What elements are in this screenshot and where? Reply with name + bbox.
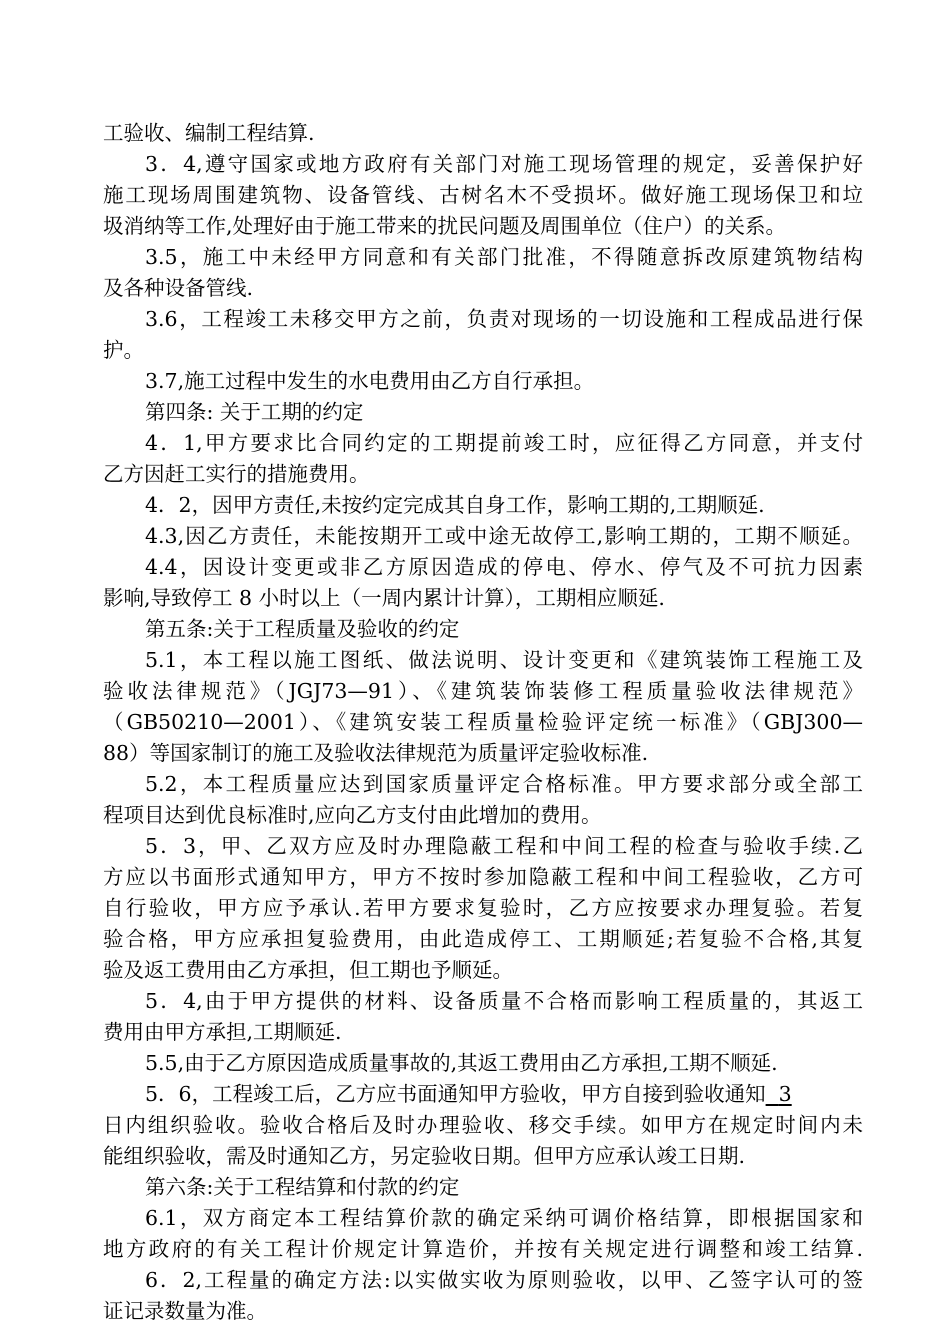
text-line: 4.3,因乙方责任，未能按期开工或中途无故停工,影响工期的，工期不顺延。 [145, 524, 863, 548]
text-line: 日内组织验收。验收合格后及时办理验收、移交手续。如甲方在规定时间内未 [103, 1113, 863, 1137]
text-line: 6.1，双方商定本工程结算价款的确定采纳可调价格结算，即根据国家和 [145, 1206, 863, 1230]
text-line: 6．2,工程量的确定方法:以实做实收为原则验收，以甲、乙签字认可的签 [145, 1268, 863, 1292]
text-line: 3.6，工程竣工未移交甲方之前，负责对现场的一切设施和工程成品进行保 [145, 307, 863, 331]
text-line: 验合格，甲方应承担复验费用，由此造成停工、工期顺延;若复验不合格,其复 [103, 927, 863, 951]
fill-in-days [766, 1082, 792, 1106]
text-line: 3．4,遵守国家或地方政府有关部门对施工现场管理的规定，妥善保护好 [145, 152, 863, 176]
text-segment: 5．6，工程竣工后，乙方应书面通知甲方验收，甲方自接到验收通知 [145, 1082, 766, 1106]
text-line: 5．4,由于甲方提供的材料、设备质量不合格而影响工程质量的，其返工 [145, 989, 863, 1013]
text-line: 护。 [103, 338, 144, 362]
text-line: 乙方因赶工实行的措施费用。 [103, 462, 370, 486]
text-line: 费用由甲方承担,工期顺延. [103, 1020, 342, 1044]
fill-in-days-value: 3 [778, 1082, 792, 1106]
text-line: 4．2，因甲方责任,未按约定完成其自身工作，影响工期的,工期顺延. [145, 493, 765, 517]
text-line: 地方政府的有关工程计价规定计算造价，并按有关规定进行调整和竣工结算. [103, 1237, 863, 1261]
text-line: 3.5，施工中未经甲方同意和有关部门批准，不得随意拆改原建筑物结构 [145, 245, 863, 269]
text-line: 验及返工费用由乙方承担，但工期也予顺延。 [103, 958, 513, 982]
text-line: 圾消纳等工作,处理好由于施工带来的扰民问题及周围单位（住户）的关系。 [103, 214, 787, 238]
text-line: 验收法律规范》（JGJ73—91）、《建筑装饰装修工程质量验收法律规范》 [103, 679, 863, 703]
text-line: 4．1,甲方要求比合同约定的工期提前竣工时，应征得乙方同意，并支付 [145, 431, 863, 455]
text-line [145, 1079, 863, 1109]
text-line: 及各种设备管线. [103, 276, 254, 300]
text-line: 工验收、编制工程结算. [103, 121, 315, 145]
text-line: 自行验收，甲方应予承认.若甲方要求复验时，乙方应按要求办理复验。若复 [103, 896, 863, 920]
text-line: 5．3，甲、乙双方应及时办理隐蔽工程和中间工程的检查与验收手续.乙 [145, 834, 863, 858]
text-line: 88）等国家制订的施工及验收法律规范为质量评定验收标准. [103, 741, 649, 765]
text-line: 方应以书面形式通知甲方，甲方不按时参加隐蔽工程和中间工程验收，乙方可 [103, 865, 863, 889]
text-line: 能组织验收，需及时通知乙方，另定验收日期。但甲方应承认竣工日期. [103, 1144, 746, 1168]
text-line: （GB50210—2001）、《建筑安装工程质量检验评定统一标准》（GBJ300— [103, 710, 863, 734]
text-line: 5.2，本工程质量应达到国家质量评定合格标准。甲方要求部分或全部工 [145, 772, 863, 796]
text-line: 3.7,施工过程中发生的水电费用由乙方自行承担。 [145, 369, 595, 393]
section-heading: 第六条:关于工程结算和付款的约定 [145, 1175, 460, 1199]
text-line: 5.1，本工程以施工图纸、做法说明、设计变更和《建筑装饰工程施工及 [145, 648, 863, 672]
text-line: 影响,导致停工 8 小时以上（一周内累计计算），工期相应顺延. [103, 586, 665, 610]
text-line: 证记录数量为准。 [103, 1299, 267, 1323]
text-line: 4.4，因设计变更或非乙方原因造成的停电、停水、停气及不可抗力因素 [145, 555, 863, 579]
text-line: 5.5,由于乙方原因造成质量事故的,其返工费用由乙方承担,工期不顺延. [145, 1051, 778, 1075]
section-heading: 第四条: 关于工期的约定 [145, 400, 364, 424]
text-line: 施工现场周围建筑物、设备管线、古树名木不受损坏。做好施工现场保卫和垃 [103, 183, 863, 207]
text-line: 程项目达到优良标准时,应向乙方支付由此增加的费用。 [103, 803, 602, 827]
section-heading: 第五条:关于工程质量及验收的约定 [145, 617, 460, 641]
